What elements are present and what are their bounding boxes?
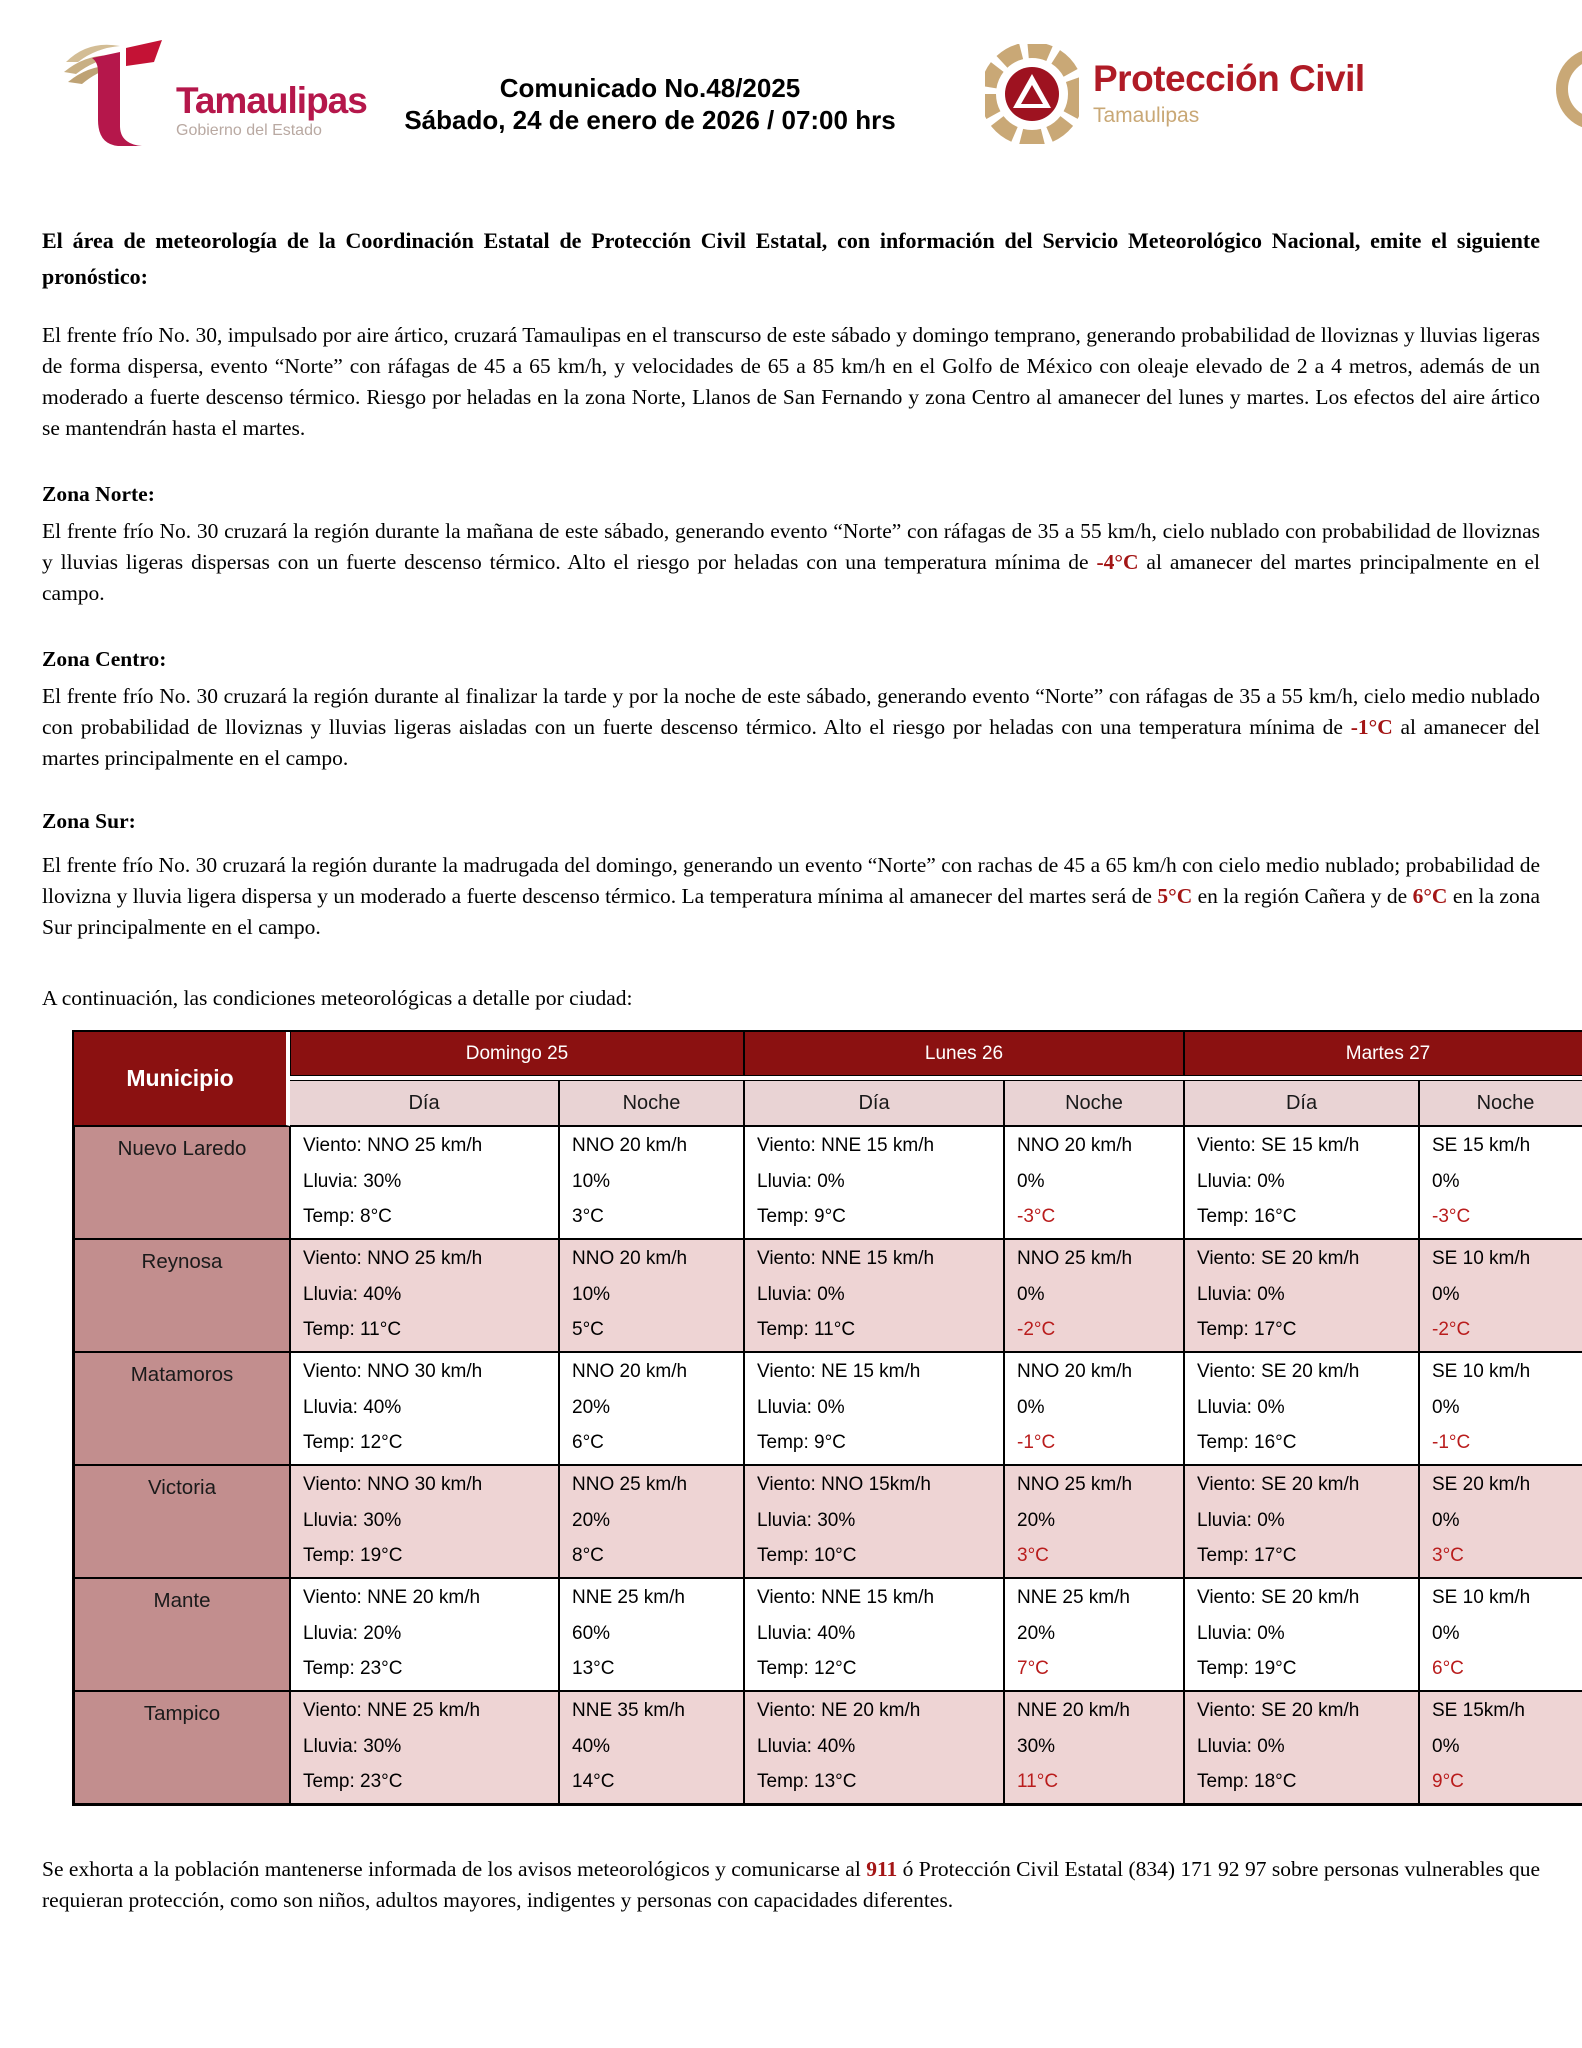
zona-centro-paragraph (42, 681, 1540, 774)
temp-value: -3°C (1017, 1206, 1056, 1227)
forecast-cell (1419, 1239, 1582, 1352)
rain-value: 10% (572, 1283, 611, 1305)
temp-value: Temp: 11°C (303, 1319, 402, 1340)
temp-value: -2°C (1017, 1319, 1056, 1340)
temp-value: 6°C (1432, 1658, 1464, 1679)
rain-value: Lluvia: 40% (303, 1396, 402, 1418)
forecast-cell (559, 1691, 744, 1804)
footer-text-1: Se exhorta a la población mantenerse informada de los avisos meteorológicos y comunicarse al (42, 1857, 867, 1881)
forecast-cell (1004, 1691, 1184, 1804)
rain-value: 0% (1432, 1622, 1460, 1644)
rain-value: 20% (1017, 1622, 1056, 1644)
forecast-cell (1184, 1465, 1419, 1578)
wind-value: Viento: SE 20 km/h (1197, 1587, 1360, 1608)
wind-value: SE 10 km/h (1432, 1361, 1531, 1382)
temp-value: Temp: 12°C (757, 1658, 857, 1679)
forecast-cell (1419, 1465, 1582, 1578)
wind-value: Viento: SE 20 km/h (1197, 1474, 1360, 1495)
wind-value: NNO 25 km/h (1017, 1248, 1133, 1269)
rain-value: Lluvia: 40% (303, 1283, 402, 1305)
zona-norte-min-temp: -4°C (1096, 550, 1139, 574)
wind-value: Viento: NNO 30 km/h (303, 1474, 483, 1495)
intro-paragraph: El área de meteorología de la Coordinación Estatal de Protección Civil Estatal, con información del Servicio Meteorológico Nacional, emite el siguiente pronóstico: (42, 228, 1540, 289)
document-header (0, 0, 1582, 165)
rain-value: 10% (572, 1170, 611, 1192)
zona-centro-heading: Zona Centro: (42, 647, 167, 671)
subheader-martes-noche: Noche (1419, 1080, 1582, 1126)
rain-value: Lluvia: 40% (757, 1735, 856, 1757)
wind-value: Viento: NNE 20 km/h (303, 1587, 481, 1608)
forecast-cell (1184, 1691, 1419, 1804)
wind-value: Viento: NNE 15 km/h (757, 1587, 935, 1608)
zona-centro-text-1: El frente frío No. 30 cruzará la región durante al finalizar la tarde y por la noche de este sábado, generando evento “Norte” con ráfagas de 35 a 55 km/h, cielo medio nublado con probabilidad de lloviznas y lluvias ligeras aisladas con un fuerte descenso térmico. Alto el riesgo por heladas con una temperatura mínima de (42, 684, 1540, 739)
wind-value: Viento: NNE 15 km/h (757, 1248, 935, 1269)
zona-sur-heading: Zona Sur: (42, 809, 136, 833)
temp-value: Temp: 11°C (757, 1319, 856, 1340)
forecast-cell (559, 1465, 744, 1578)
rain-value: 20% (1017, 1509, 1056, 1531)
rain-value: Lluvia: 20% (303, 1622, 402, 1644)
wind-value: SE 10 km/h (1432, 1248, 1531, 1269)
tamaulipas-logo-subtitle: Gobierno del Estado (176, 122, 322, 139)
wind-value: Viento: NNO 25 km/h (303, 1135, 483, 1156)
rain-value: Lluvia: 0% (1197, 1396, 1285, 1418)
forecast-cell (290, 1691, 559, 1804)
forecast-cell (559, 1578, 744, 1691)
temp-value: Temp: 9°C (757, 1432, 846, 1453)
wind-value: NNE 25 km/h (572, 1587, 685, 1608)
table-intro-line: A continuación, las condiciones meteorológicas a detalle por ciudad: (42, 986, 633, 1010)
forecast-cell (1184, 1352, 1419, 1465)
zona-sur-text-1: El frente frío No. 30 cruzará la región durante la madrugada del domingo, generando un evento “Norte” con rachas de 45 a 65 km/h con cielo medio nublado; probabilidad de llovizna y lluvia ligera dispersa y un moderado a fuerte descenso térmico. La temperatura mínima al amanecer del martes será de (42, 853, 1540, 908)
forecast-cell (290, 1239, 559, 1352)
temp-value: Temp: 17°C (1197, 1319, 1297, 1340)
temp-value: Temp: 8°C (303, 1206, 392, 1227)
rain-value: Lluvia: 0% (757, 1283, 845, 1305)
rain-value: 0% (1432, 1283, 1460, 1305)
day-header-lunes: Lunes 26 (744, 1032, 1184, 1076)
temp-value: 14°C (572, 1771, 615, 1792)
forecast-cell (290, 1465, 559, 1578)
rain-value: Lluvia: 0% (1197, 1622, 1285, 1644)
temp-value: 3°C (1432, 1545, 1464, 1566)
municipality-cell: Nuevo Laredo (74, 1126, 290, 1239)
rain-value: Lluvia: 0% (1197, 1283, 1285, 1305)
forecast-cell (1004, 1352, 1184, 1465)
weather-table (72, 1030, 1582, 1806)
rain-value: Lluvia: 0% (1197, 1735, 1285, 1757)
temp-value: Temp: 9°C (757, 1206, 846, 1227)
forecast-cell (1004, 1126, 1184, 1239)
rain-value: 0% (1432, 1735, 1460, 1757)
footer-emergency-number: 911 (866, 1857, 898, 1881)
rain-value: 30% (1017, 1735, 1056, 1757)
rain-value: 20% (572, 1396, 611, 1418)
wind-value: NNO 20 km/h (572, 1135, 688, 1156)
temp-value: Temp: 12°C (303, 1432, 403, 1453)
rain-value: 0% (1017, 1170, 1045, 1192)
wind-value: Viento: NNE 25 km/h (303, 1700, 481, 1721)
general-forecast-paragraph: El frente frío No. 30, impulsado por aire ártico, cruzará Tamaulipas en el transcurso de este sábado y domingo temprano, generando probabilidad de lloviznas y lluvias ligeras de forma dispersa, evento “Norte” con ráfagas de 45 a 65 km/h, y velocidades de 65 a 85 km/h en el Golfo de México con oleaje elevado de 2 a 4 metros, además de un moderado a fuerte descenso térmico. Riesgo por heladas en la zona Norte, Llanos de San Fernando y zona Centro al amanecer del lunes y martes. Los efectos del aire ártico se mantendrán hasta el martes. (42, 323, 1540, 440)
wind-value: NNE 35 km/h (572, 1700, 685, 1721)
forecast-cell (1419, 1691, 1582, 1804)
comunicado-datetime: Sábado, 24 de enero de 2026 / 07:00 hrs (404, 105, 896, 135)
zona-norte-text-1: El frente frío No. 30 cruzará la región durante la mañana de este sábado, generando evento “Norte” con ráfagas de 35 a 55 km/h, cielo nublado con probabilidad de lloviznas y lluvias ligeras dispersas con un fuerte descenso térmico. Alto el riesgo por heladas con una temperatura mínima de (42, 519, 1540, 574)
zona-sur-text-3: en la zona Sur principalmente en el campo. (42, 884, 1540, 939)
wind-value: NNO 20 km/h (572, 1361, 688, 1382)
forecast-cell (1004, 1465, 1184, 1578)
temp-value: 6°C (572, 1432, 604, 1453)
forecast-cell (290, 1126, 559, 1239)
wind-value: SE 15km/h (1432, 1700, 1525, 1721)
zona-norte-text-2: al amanecer del martes principalmente en el campo. (42, 550, 1540, 605)
comunicado-number: Comunicado No.48/2025 (499, 73, 801, 103)
temp-value: Temp: 19°C (1197, 1658, 1297, 1679)
subheader-lunes-noche: Noche (1004, 1080, 1184, 1126)
wind-value: NNO 25 km/h (1017, 1474, 1133, 1495)
temp-value: -1°C (1017, 1432, 1056, 1453)
day-header-martes: Martes 27 (1184, 1032, 1582, 1076)
temp-value: Temp: 17°C (1197, 1545, 1297, 1566)
rain-value: Lluvia: 0% (757, 1170, 845, 1192)
rain-value: Lluvia: 30% (303, 1170, 402, 1192)
forecast-cell (744, 1691, 1004, 1804)
wind-value: NNO 20 km/h (1017, 1361, 1133, 1382)
rain-value: Lluvia: 30% (757, 1509, 856, 1531)
proteccion-civil-logo-text: Protección Civil (1093, 58, 1365, 99)
forecast-cell (1419, 1578, 1582, 1691)
wind-value: Viento: SE 20 km/h (1197, 1361, 1360, 1382)
municipio-column-header: Municipio (74, 1032, 290, 1126)
rain-value: 40% (572, 1735, 611, 1757)
forecast-cell (744, 1465, 1004, 1578)
forecast-cell (1184, 1126, 1419, 1239)
zona-sur-text-2: en la región Cañera y de (1192, 884, 1413, 908)
temp-value: 9°C (1432, 1771, 1464, 1792)
zona-norte-heading: Zona Norte: (42, 482, 155, 506)
zona-centro-min-temp: -1°C (1350, 715, 1393, 739)
wind-value: NNO 20 km/h (572, 1248, 688, 1269)
wind-value: NNE 25 km/h (1017, 1587, 1130, 1608)
temp-value: -2°C (1432, 1319, 1471, 1340)
rain-value: Lluvia: 30% (303, 1735, 402, 1757)
rain-value: 0% (1432, 1396, 1460, 1418)
wind-value: Viento: NNE 15 km/h (757, 1135, 935, 1156)
zona-sur-min-temp-canera: 5°C (1157, 884, 1193, 908)
wind-value: Viento: SE 15 km/h (1197, 1135, 1360, 1156)
temp-value: -1°C (1432, 1432, 1471, 1453)
temp-value: Temp: 18°C (1197, 1771, 1297, 1792)
rain-value: Lluvia: 0% (757, 1396, 845, 1418)
rain-value: Lluvia: 40% (757, 1622, 856, 1644)
rain-value: Lluvia: 0% (1197, 1509, 1285, 1531)
zona-norte-paragraph (42, 516, 1540, 609)
municipality-cell: Victoria (74, 1465, 290, 1578)
temp-value: Temp: 13°C (757, 1771, 857, 1792)
day-header-domingo: Domingo 25 (290, 1032, 744, 1076)
temp-value: Temp: 23°C (303, 1771, 403, 1792)
temp-value: 13°C (572, 1658, 615, 1679)
forecast-cell (744, 1126, 1004, 1239)
temp-value: 11°C (1017, 1771, 1059, 1792)
proteccion-civil-logo (985, 44, 1365, 144)
proteccion-civil-emblem-icon (985, 44, 1079, 144)
subheader-domingo-dia: Día (290, 1080, 559, 1126)
wind-value: Viento: NNO 30 km/h (303, 1361, 483, 1382)
municipality-cell: Tampico (74, 1691, 290, 1804)
subheader-lunes-dia: Día (744, 1080, 1004, 1126)
forecast-cell (744, 1578, 1004, 1691)
wind-value: Viento: NNO 25 km/h (303, 1248, 483, 1269)
forecast-cell (1184, 1239, 1419, 1352)
forecast-cell (559, 1239, 744, 1352)
wind-value: NNO 20 km/h (1017, 1135, 1133, 1156)
footer-text-2: ó Protección Civil Estatal (834) 171 92 97 sobre personas vulnerables que requieran protección, como son niños, adultos mayores, indigentes y personas con capacidades diferentes. (42, 1857, 1540, 1912)
temp-value: Temp: 19°C (303, 1545, 403, 1566)
advisory-footer-paragraph (42, 1854, 1540, 1916)
tamaulipas-logo-text: Tamaulipas (176, 80, 367, 121)
temp-value: Temp: 10°C (757, 1545, 857, 1566)
forecast-cell (559, 1126, 744, 1239)
forecast-cell (559, 1352, 744, 1465)
temp-value: Temp: 23°C (303, 1658, 403, 1679)
rain-value: 0% (1017, 1396, 1045, 1418)
proteccion-civil-logo-subtitle: Tamaulipas (1093, 104, 1200, 127)
wind-value: NNE 20 km/h (1017, 1700, 1130, 1721)
rain-value: 20% (572, 1509, 611, 1531)
temp-value: 3°C (572, 1206, 604, 1227)
wind-value: Viento: NE 20 km/h (757, 1700, 921, 1721)
temp-value: 5°C (572, 1319, 604, 1340)
temp-value: 8°C (572, 1545, 604, 1566)
tamaulipas-logo-icon (58, 32, 170, 150)
temp-value: 7°C (1017, 1658, 1049, 1679)
forecast-cell (1419, 1126, 1582, 1239)
temp-value: -3°C (1432, 1206, 1471, 1227)
wind-value: SE 20 km/h (1432, 1474, 1531, 1495)
forecast-cell (290, 1578, 559, 1691)
temp-value: 3°C (1017, 1545, 1049, 1566)
document-body (42, 223, 1540, 1916)
rain-value: 0% (1017, 1283, 1045, 1305)
temp-value: Temp: 16°C (1197, 1432, 1297, 1453)
rain-value: 60% (572, 1622, 611, 1644)
municipality-cell: Matamoros (74, 1352, 290, 1465)
rain-value: Lluvia: 30% (303, 1509, 402, 1531)
municipality-cell: Mante (74, 1578, 290, 1691)
rain-value: Lluvia: 0% (1197, 1170, 1285, 1192)
municipality-cell: Reynosa (74, 1239, 290, 1352)
forecast-cell (1419, 1352, 1582, 1465)
forecast-cell (744, 1239, 1004, 1352)
forecast-cell (744, 1352, 1004, 1465)
wind-value: Viento: NNO 15km/h (757, 1474, 931, 1495)
edge-decorative-circle (1556, 48, 1582, 130)
forecast-cell (1184, 1578, 1419, 1691)
forecast-cell (1004, 1578, 1184, 1691)
wind-value: Viento: SE 20 km/h (1197, 1700, 1360, 1721)
rain-value: 0% (1432, 1509, 1460, 1531)
rain-value: 0% (1432, 1170, 1460, 1192)
forecast-cell (290, 1352, 559, 1465)
wind-value: Viento: NE 15 km/h (757, 1361, 921, 1382)
zona-sur-paragraph (42, 850, 1540, 943)
temp-value: Temp: 16°C (1197, 1206, 1297, 1227)
wind-value: SE 15 km/h (1432, 1135, 1531, 1156)
subheader-domingo-noche: Noche (559, 1080, 744, 1126)
wind-value: NNO 25 km/h (572, 1474, 688, 1495)
zona-sur-min-temp-sur: 6°C (1412, 884, 1448, 908)
zona-centro-text-2: al amanecer del martes principalmente en el campo. (42, 715, 1540, 770)
comunicado-title-block (325, 72, 975, 136)
wind-value: Viento: SE 20 km/h (1197, 1248, 1360, 1269)
wind-value: SE 10 km/h (1432, 1587, 1531, 1608)
subheader-martes-dia: Día (1184, 1080, 1419, 1126)
forecast-cell (1004, 1239, 1184, 1352)
